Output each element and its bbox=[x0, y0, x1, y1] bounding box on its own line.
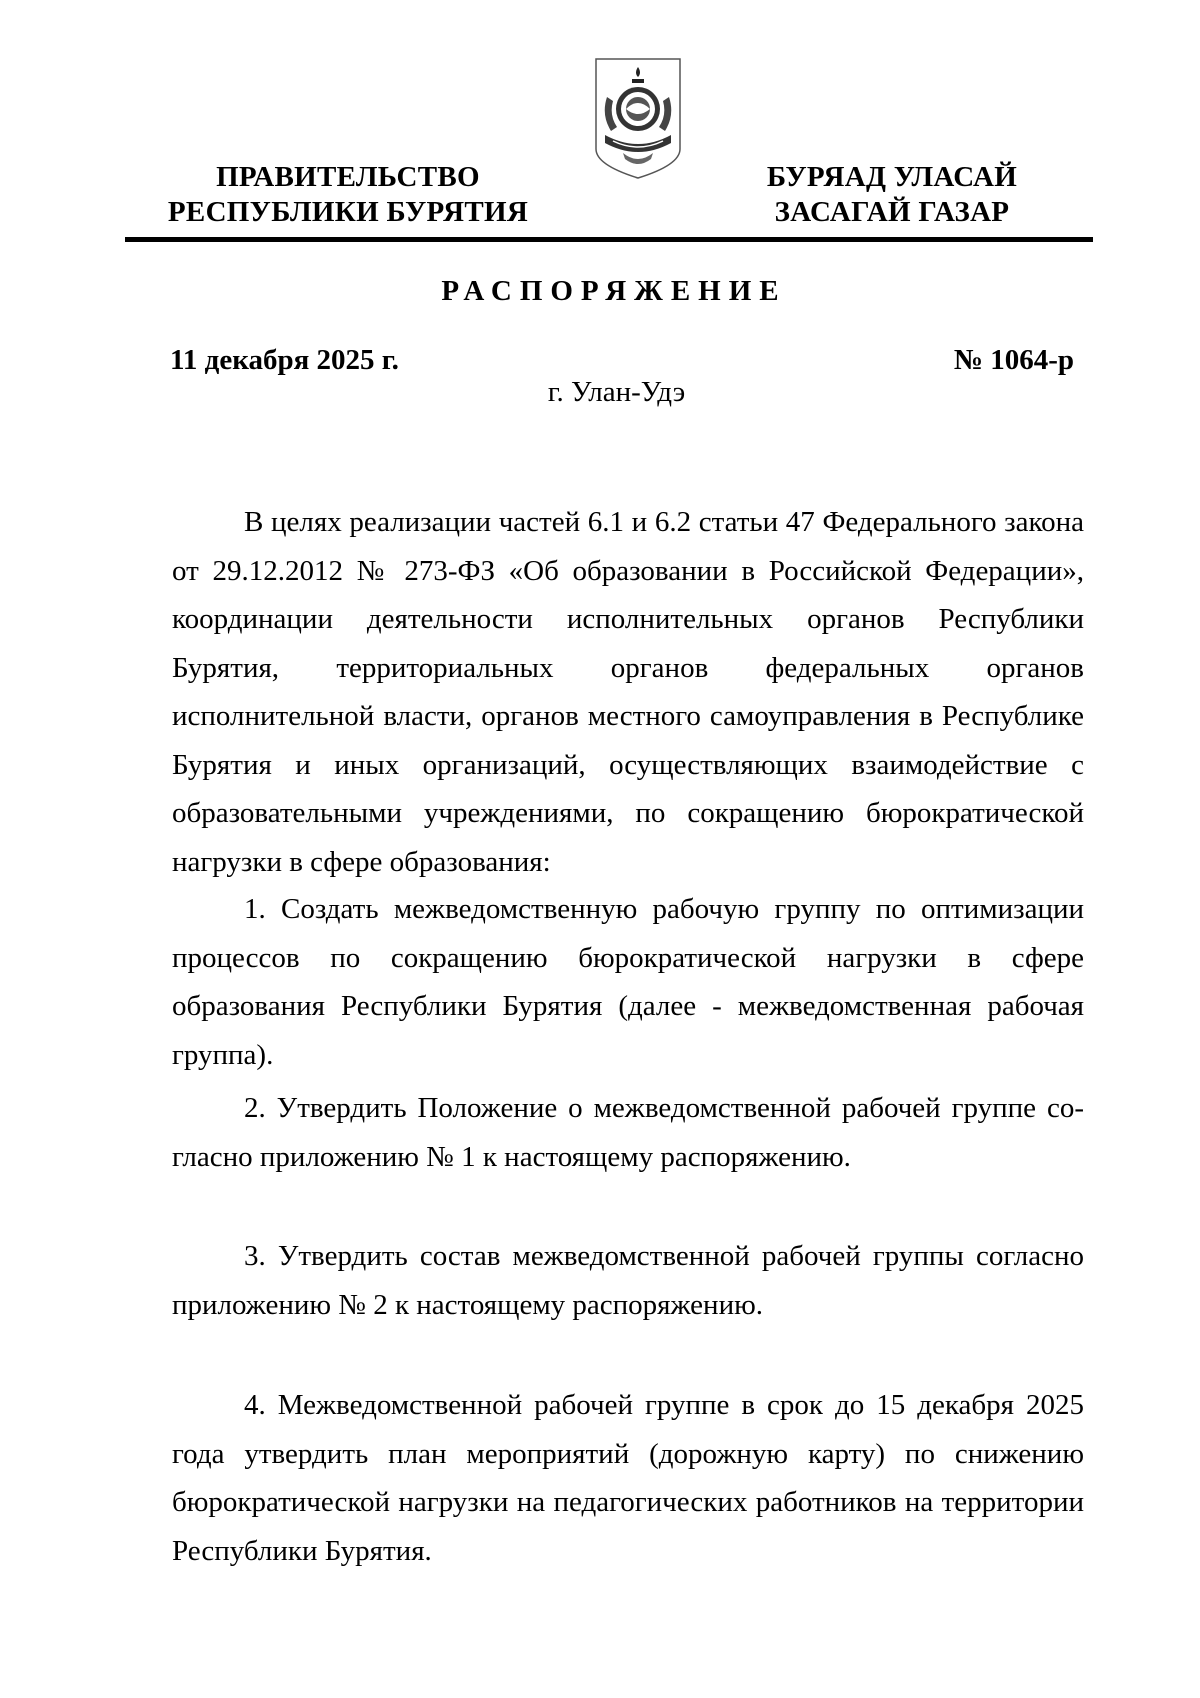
header-left bbox=[148, 160, 548, 230]
document-city: г. Улан-Удэ bbox=[547, 376, 686, 408]
clause-3-paragraph: 3. Утвердить состав межведомственной рабочей группы согласно приложению № 2 к настоящему распоряжению. bbox=[172, 1240, 1084, 1321]
document-number: № 1064-р bbox=[953, 344, 1074, 376]
header-right-line2: ЗАСАГАЙ ГАЗАР bbox=[774, 196, 1010, 228]
document-date: 11 декабря 2025 г. bbox=[170, 344, 399, 376]
coat-of-arms-icon bbox=[593, 57, 683, 180]
header-left-line1: ПРАВИТЕЛЬСТВО bbox=[216, 161, 480, 193]
clause-4-paragraph: 4. Межведомственной рабочей группе в срок до 15 декабря 2025 года утвердить план мероприятий (дорожную карту) по снижению бюрократической нагрузки на педагогических работников на территории Республики Бурятия. bbox=[172, 1389, 1084, 1567]
clause-1-paragraph: 1. Создать межведомственную рабочую группу по оптимизации процессов по сокращению бюрократической нагрузки в сфере образования Республики Бурятия (далее - межведомственная рабочая группа). bbox=[172, 893, 1084, 1071]
preamble-paragraph: В целях реализации частей 6.1 и 6.2 статьи 47 Федерального закона от 29.12.2012 № 273-ФЗ «Об образовании в Российской Федерации», координации деятельности исполнительных органов Республики Бурятия, территориальных органов федеральных органов исполнительной власти, органов местного самоуправления в Республике Бурятия и иных организаций, осуществляющих взаимодействие с образовательными учреждениями, по сокращению бюрократической нагрузки в сфере образования: bbox=[172, 506, 1084, 878]
header-right bbox=[692, 160, 1092, 230]
header-left-line2: РЕСПУБЛИКИ БУРЯТИЯ bbox=[167, 196, 529, 228]
header-divider bbox=[125, 237, 1093, 242]
document-type: РАСПОРЯЖЕНИЕ bbox=[441, 275, 787, 307]
header-right-line1: БУРЯАД УЛАСАЙ bbox=[766, 161, 1018, 193]
clause-2-paragraph: 2. Утвердить Положение о межведомственной рабочей группе согласно приложению № 1 к настоящему распоряжению. bbox=[172, 1092, 1084, 1173]
